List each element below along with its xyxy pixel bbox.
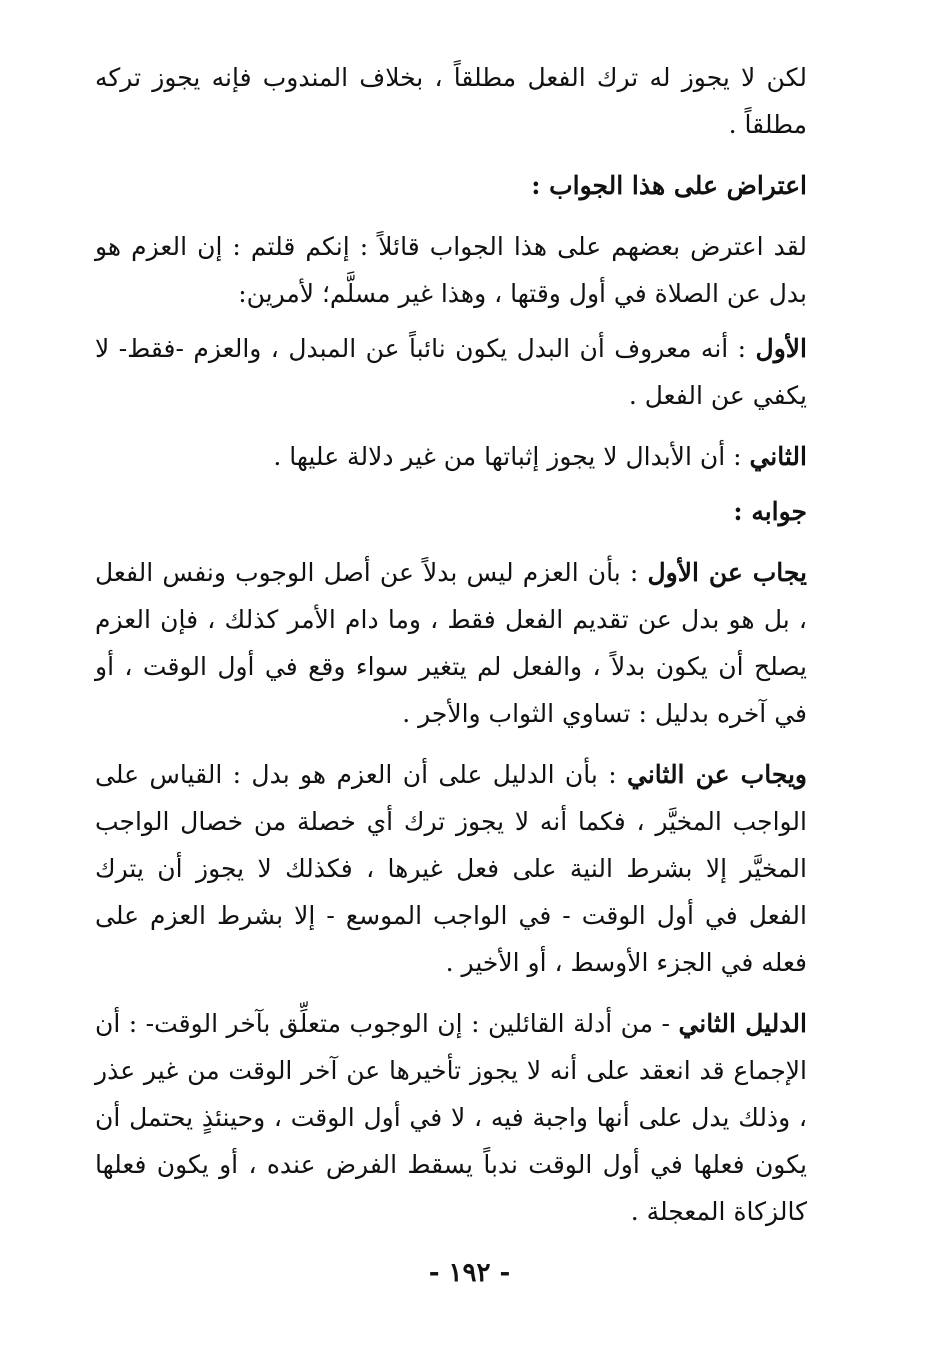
second-evidence-text: - من أدلة القائلين : إن الوجوب متعلِّق بآخر الوقت- : أن الإجماع قد انعقد على أنه لا يجوز تأخيرها عن آخر الوقت من غير عذر ، وذلك يدل على أنها واجبة فيه ، لا في أول الوقت ، وحينئذٍ يحتمل أن يكون فعلها في أول الوقت ندباً يسقط الفرض عنده ، أو يكون فعلها كالزكاة المعجلة .: [95, 1009, 807, 1226]
heading-answer: [95, 488, 807, 535]
page-body: [95, 54, 807, 1235]
second-point-lead: الثاني: [749, 442, 807, 471]
second-evidence-lead: الدليل الثاني: [678, 1009, 807, 1038]
first-point-text: : أنه معروف أن البدل يكون نائباً عن المبدل ، والعزم -فقط- لا يكفي عن الفعل .: [95, 334, 807, 410]
answer-second-text: : بأن الدليل على أن العزم هو بدل : القياس على الواجب المخيَّر ، فكما أنه لا يجوز ترك أي خصلة من خصال الواجب المخيَّر إلا بشرط النية على فعل غيرها ، فكذلك لا يجوز أن يترك الفعل في أول الوقت - في الواجب الموسع - إلا بشرط العزم على فعله في الجزء الأوسط ، أو الأخير .: [95, 760, 807, 977]
heading-objection: [95, 162, 807, 209]
paragraph-answer-first: [95, 549, 807, 737]
paragraph-answer-second: [95, 751, 807, 986]
paragraph-second-point: [95, 433, 807, 480]
paragraph-first-point: [95, 325, 807, 419]
paragraph-second-evidence: [95, 1000, 807, 1235]
answer-first-text: : بأن العزم ليس بدلاً عن أصل الوجوب ونفس الفعل ، بل هو بدل عن تقديم الفعل فقط ، وما دام الأمر كذلك ، فإن العزم يصلح أن يكون بدلاً ، والفعل لم يتغير سواء وقع في أول الوقت ، أو في آخره بدليل : تساوي الثواب والأجر .: [95, 558, 807, 728]
paragraph-1-text: لكن لا يجوز له ترك الفعل مطلقاً ، بخلاف المندوب فإنه يجوز تركه مطلقاً .: [95, 63, 807, 139]
paragraph-objection: [95, 223, 807, 317]
answer-second-lead: ويجاب عن الثاني: [626, 760, 807, 789]
second-point-text: : أن الأبدال لا يجوز إثباتها من غير دلالة عليها .: [273, 442, 750, 471]
heading-objection-text: اعتراض على هذا الجواب :: [531, 171, 807, 200]
page-number: - ١٩٢ -: [428, 1258, 511, 1288]
answer-first-lead: يجاب عن الأول: [647, 558, 807, 587]
heading-answer-text: جوابه :: [733, 497, 807, 526]
first-point-lead: الأول: [755, 334, 807, 363]
paragraph-objection-text: لقد اعترض بعضهم على هذا الجواب قائلاً : إنكم قلتم : إن العزم هو بدل عن الصلاة في أول وقتها ، وهذا غير مسلَّم؛ لأمرين:: [95, 232, 807, 308]
paragraph-1: [95, 54, 807, 148]
